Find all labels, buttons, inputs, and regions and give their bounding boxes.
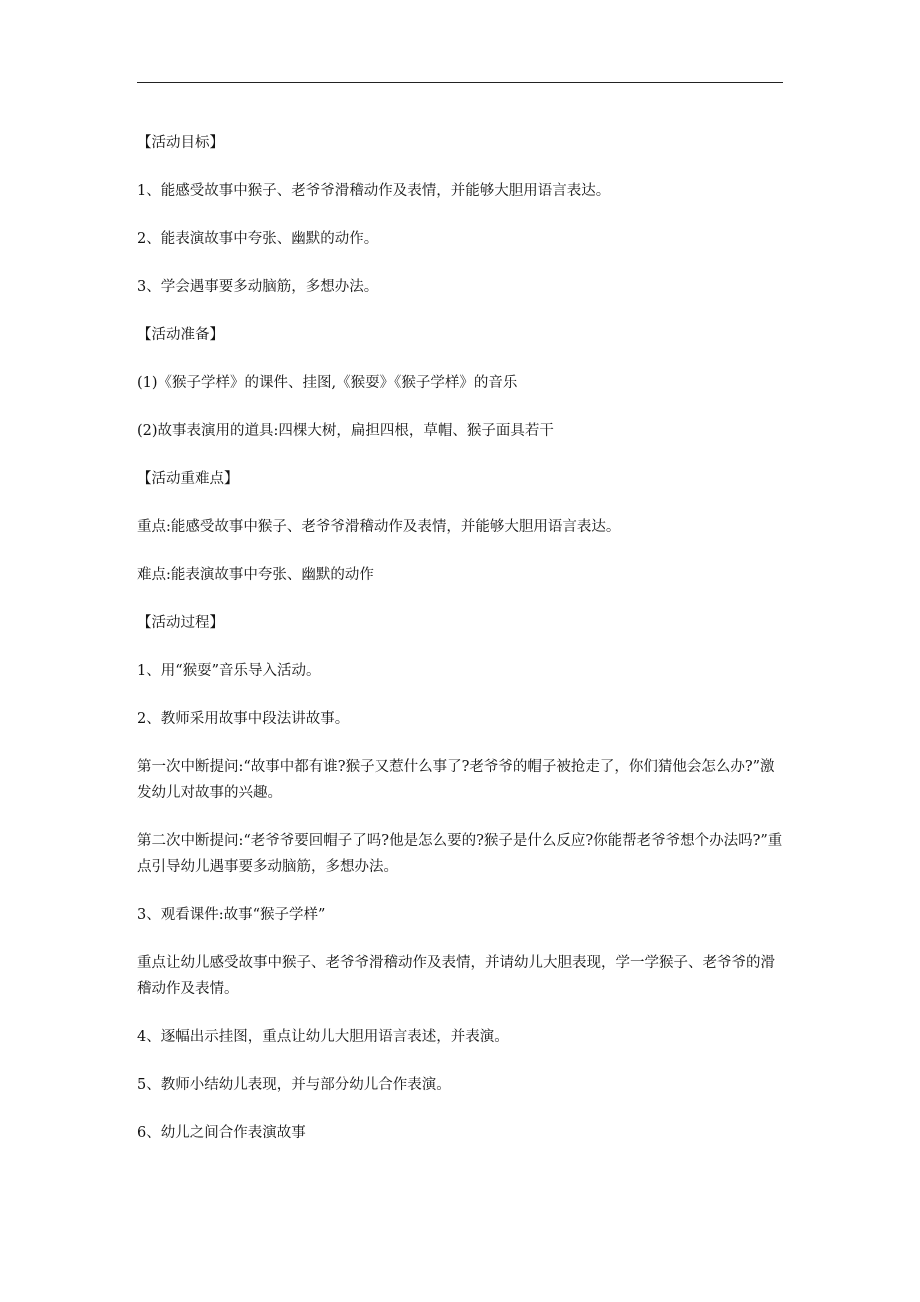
paragraph: 3、学会遇事要多动脑筋，多想办法。 xyxy=(137,279,379,295)
section-heading-key-points: 【活动重难点】 xyxy=(137,471,239,487)
paragraph: 重点:能感受故事中猴子、老爷爷滑稽动作及表情，并能够大胆用语言表达。 xyxy=(137,519,621,535)
paragraph: (1)《猴子学样》的课件、挂图,《猴耍》《猴子学样》的音乐 xyxy=(137,375,518,391)
paragraph: 3、观看课件:故事“猴子学样” xyxy=(137,907,326,923)
document-body xyxy=(137,130,787,1168)
section-heading-preparation: 【活动准备】 xyxy=(137,327,224,343)
section-heading-goals: 【活动目标】 xyxy=(137,135,224,151)
paragraph: 5、教师小结幼儿表现，并与部分幼儿合作表演。 xyxy=(137,1077,451,1093)
paragraph: 第一次中断提问:“故事中都有谁?猴子又惹什么事了?老爷爷的帽子被抢走了，你们猜他会怎么办?”激发幼儿对故事的兴趣。 xyxy=(137,759,775,801)
header-rule xyxy=(137,82,783,83)
paragraph: (2)故事表演用的道具:四棵大树，扁担四根，草帽、猴子面具若干 xyxy=(137,423,554,439)
section-heading-process: 【活动过程】 xyxy=(137,615,224,631)
paragraph: 1、能感受故事中猴子、老爷爷滑稽动作及表情，并能够大胆用语言表达。 xyxy=(137,183,611,199)
paragraph: 1、用“猴耍”音乐导入活动。 xyxy=(137,663,321,679)
paragraph: 6、幼儿之间合作表演故事 xyxy=(137,1125,306,1141)
paragraph: 4、逐幅出示挂图，重点让幼儿大胆用语言表述，并表演。 xyxy=(137,1029,509,1045)
paragraph: 2、能表演故事中夸张、幽默的动作。 xyxy=(137,231,379,247)
paragraph: 第二次中断提问:“老爷爷要回帽子了吗?他是怎么要的?猴子是什么反应?你能帮老爷爷想个办法吗?”重点引导幼儿遇事要多动脑筋，多想办法。 xyxy=(137,833,783,875)
paragraph: 难点:能表演故事中夸张、幽默的动作 xyxy=(137,567,374,583)
paragraph: 2、教师采用故事中段法讲故事。 xyxy=(137,711,350,727)
paragraph: 重点让幼儿感受故事中猴子、老爷爷滑稽动作及表情，并请幼儿大胆表现，学一学猴子、老爷爷的滑稽动作及表情。 xyxy=(137,955,775,997)
